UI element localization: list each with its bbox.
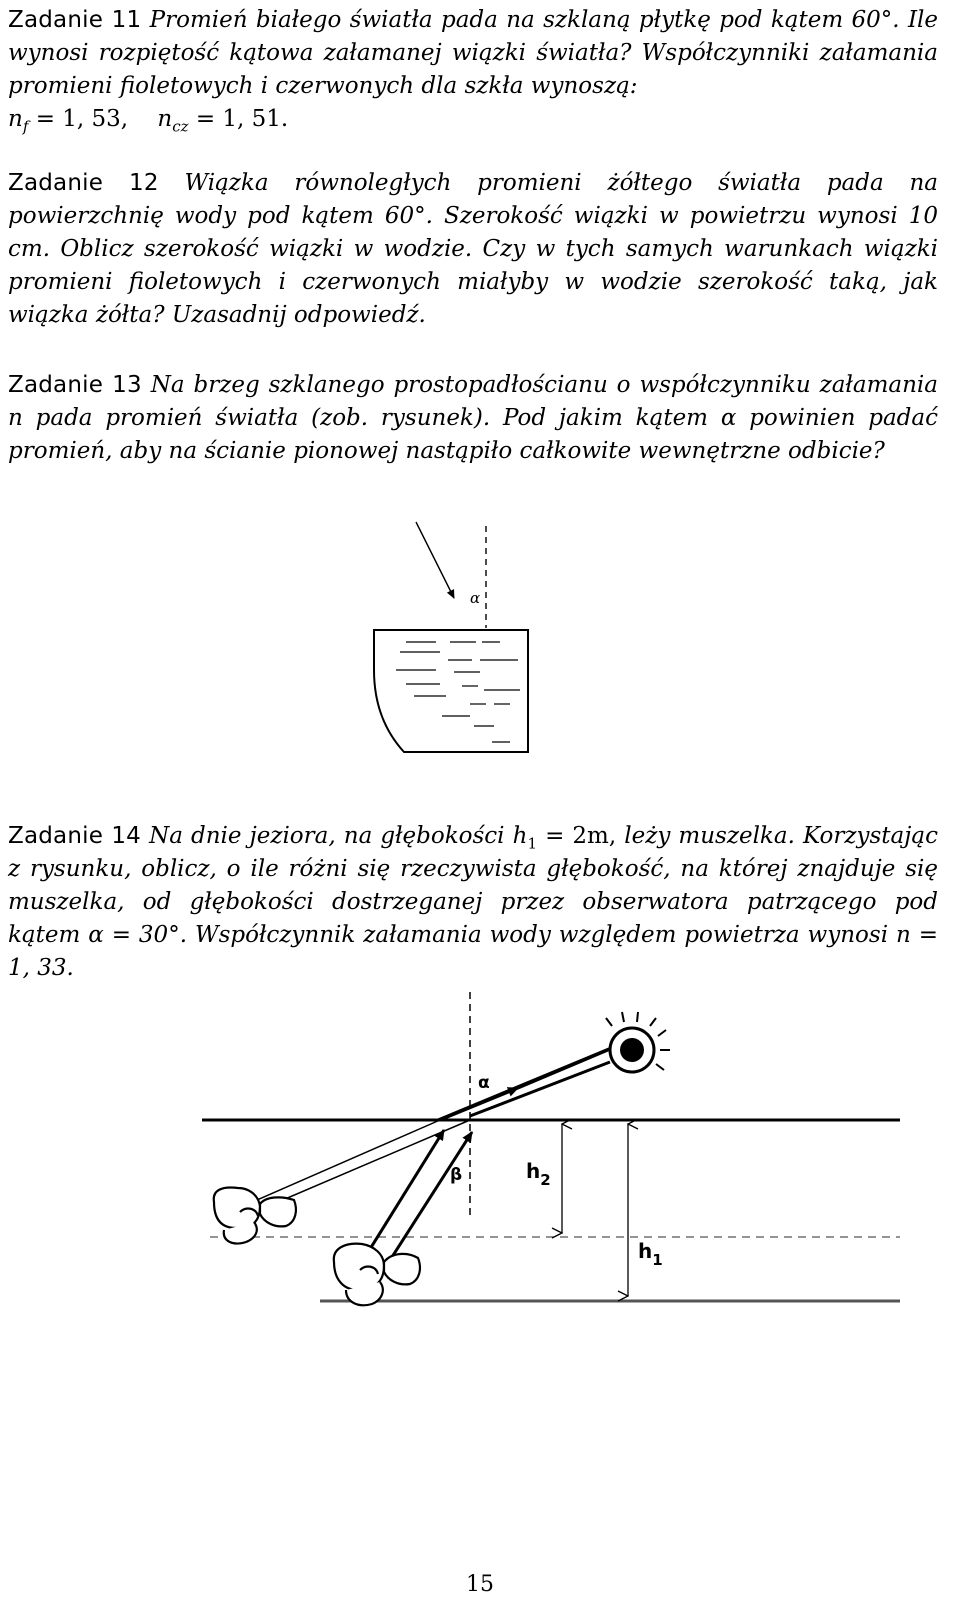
h1-subscript: 1 bbox=[652, 1251, 663, 1269]
h1-subscript: 1 bbox=[527, 834, 537, 853]
h2-symbol: h bbox=[526, 1159, 541, 1183]
nf-value: = 1, 53, bbox=[35, 106, 129, 132]
eye-icon bbox=[606, 1012, 670, 1072]
h2-label bbox=[526, 1159, 551, 1189]
problem-14-text bbox=[8, 820, 938, 985]
beta-label: β bbox=[450, 1165, 463, 1185]
figure-13-glass-block bbox=[370, 520, 540, 780]
ray-air-top bbox=[438, 1046, 616, 1120]
problem-12-body: Wiązka równoległych promieni żółtego światła pada na powierzchnię wody pod kątem 60°. Szerokość wiązki w powietrzu wynosi 10 cm. Oblicz szerokość wiązki w wodzie. Czy w tych samych warunkach wiązki promieni fioletowych i czerwonych miałyby w wodzie szerokość taką, jak wiązka żółta? Uzasadnij odpowiedź. bbox=[8, 170, 938, 328]
problem-13 bbox=[8, 369, 938, 468]
apparent-ray-left bbox=[234, 1120, 440, 1210]
alpha-label: α bbox=[478, 1073, 490, 1093]
glass-block-outline bbox=[374, 630, 528, 752]
angle-expression: α = 30°. bbox=[88, 922, 188, 948]
h1-symbol: h bbox=[512, 823, 528, 849]
problem-14-body-1: Na dnie jeziora, na głębokości bbox=[149, 823, 505, 849]
problem-14-body-3: Współczynnik załamania wody względem powietrza wynosi bbox=[194, 922, 889, 948]
page-number: 15 bbox=[466, 1572, 494, 1597]
problem-11-label: Zadanie 11 bbox=[8, 7, 142, 33]
ray-air-upper bbox=[470, 1062, 610, 1116]
problem-14-label: Zadanie 14 bbox=[8, 823, 142, 849]
problem-13-text bbox=[8, 369, 938, 468]
real-shell-icon bbox=[334, 1244, 420, 1306]
h1-label bbox=[638, 1239, 663, 1269]
h1-value: = 2m, bbox=[545, 823, 617, 849]
ncz-value: = 1, 51. bbox=[195, 106, 289, 132]
ncz-symbol: n bbox=[157, 106, 173, 132]
problem-12-text bbox=[8, 167, 938, 332]
problem-14 bbox=[8, 820, 938, 985]
ncz-subscript: cz bbox=[172, 117, 189, 136]
problem-11-body: Promień białego światła pada na szklaną płytkę pod kątem 60°. Ile wynosi rozpiętość kątowa załamanej wiązki światła? Współczynniki załamania promieni fioletowych i czerwonych dla szkła wynoszą: bbox=[8, 7, 938, 99]
apparent-ray-right bbox=[264, 1120, 470, 1208]
problem-11-text bbox=[8, 4, 938, 136]
problem-13-body-1: Na brzeg szklanego prostopadłościanu o współczynniku załamania n pada promień światła (zob. rysunek). Pod jakim kątem bbox=[8, 372, 939, 431]
glass-hatching bbox=[396, 642, 520, 742]
figure-14-lake-depth bbox=[200, 990, 900, 1320]
apparent-shell-icon bbox=[214, 1188, 296, 1244]
h1-symbol: h bbox=[638, 1239, 653, 1263]
nf-subscript: f bbox=[22, 117, 29, 136]
h2-subscript: 2 bbox=[540, 1171, 551, 1189]
problem-13-body-2: powinien padać promień, aby na ścianie pionowej nastąpiło całkowite wewnętrzne odbicie? bbox=[8, 405, 938, 464]
problem-14-body-2: leży muszelka. Korzystając z rysunku, oblicz, o ile różni się rzeczywista głębokość, na której znajduje się muszelka, od głębokości dostrzeganej przez obserwatora patrzącego pod kątem bbox=[8, 823, 938, 948]
incident-ray bbox=[416, 522, 454, 598]
problem-13-label: Zadanie 13 bbox=[8, 372, 142, 398]
alpha-label: α bbox=[470, 589, 481, 607]
n-expression: n = 1, 33. bbox=[8, 922, 939, 981]
alpha-symbol: α bbox=[720, 405, 737, 431]
problem-12-label: Zadanie 12 bbox=[8, 170, 159, 196]
nf-symbol: n bbox=[8, 106, 23, 132]
problem-11 bbox=[8, 4, 938, 136]
problem-12 bbox=[8, 167, 938, 332]
